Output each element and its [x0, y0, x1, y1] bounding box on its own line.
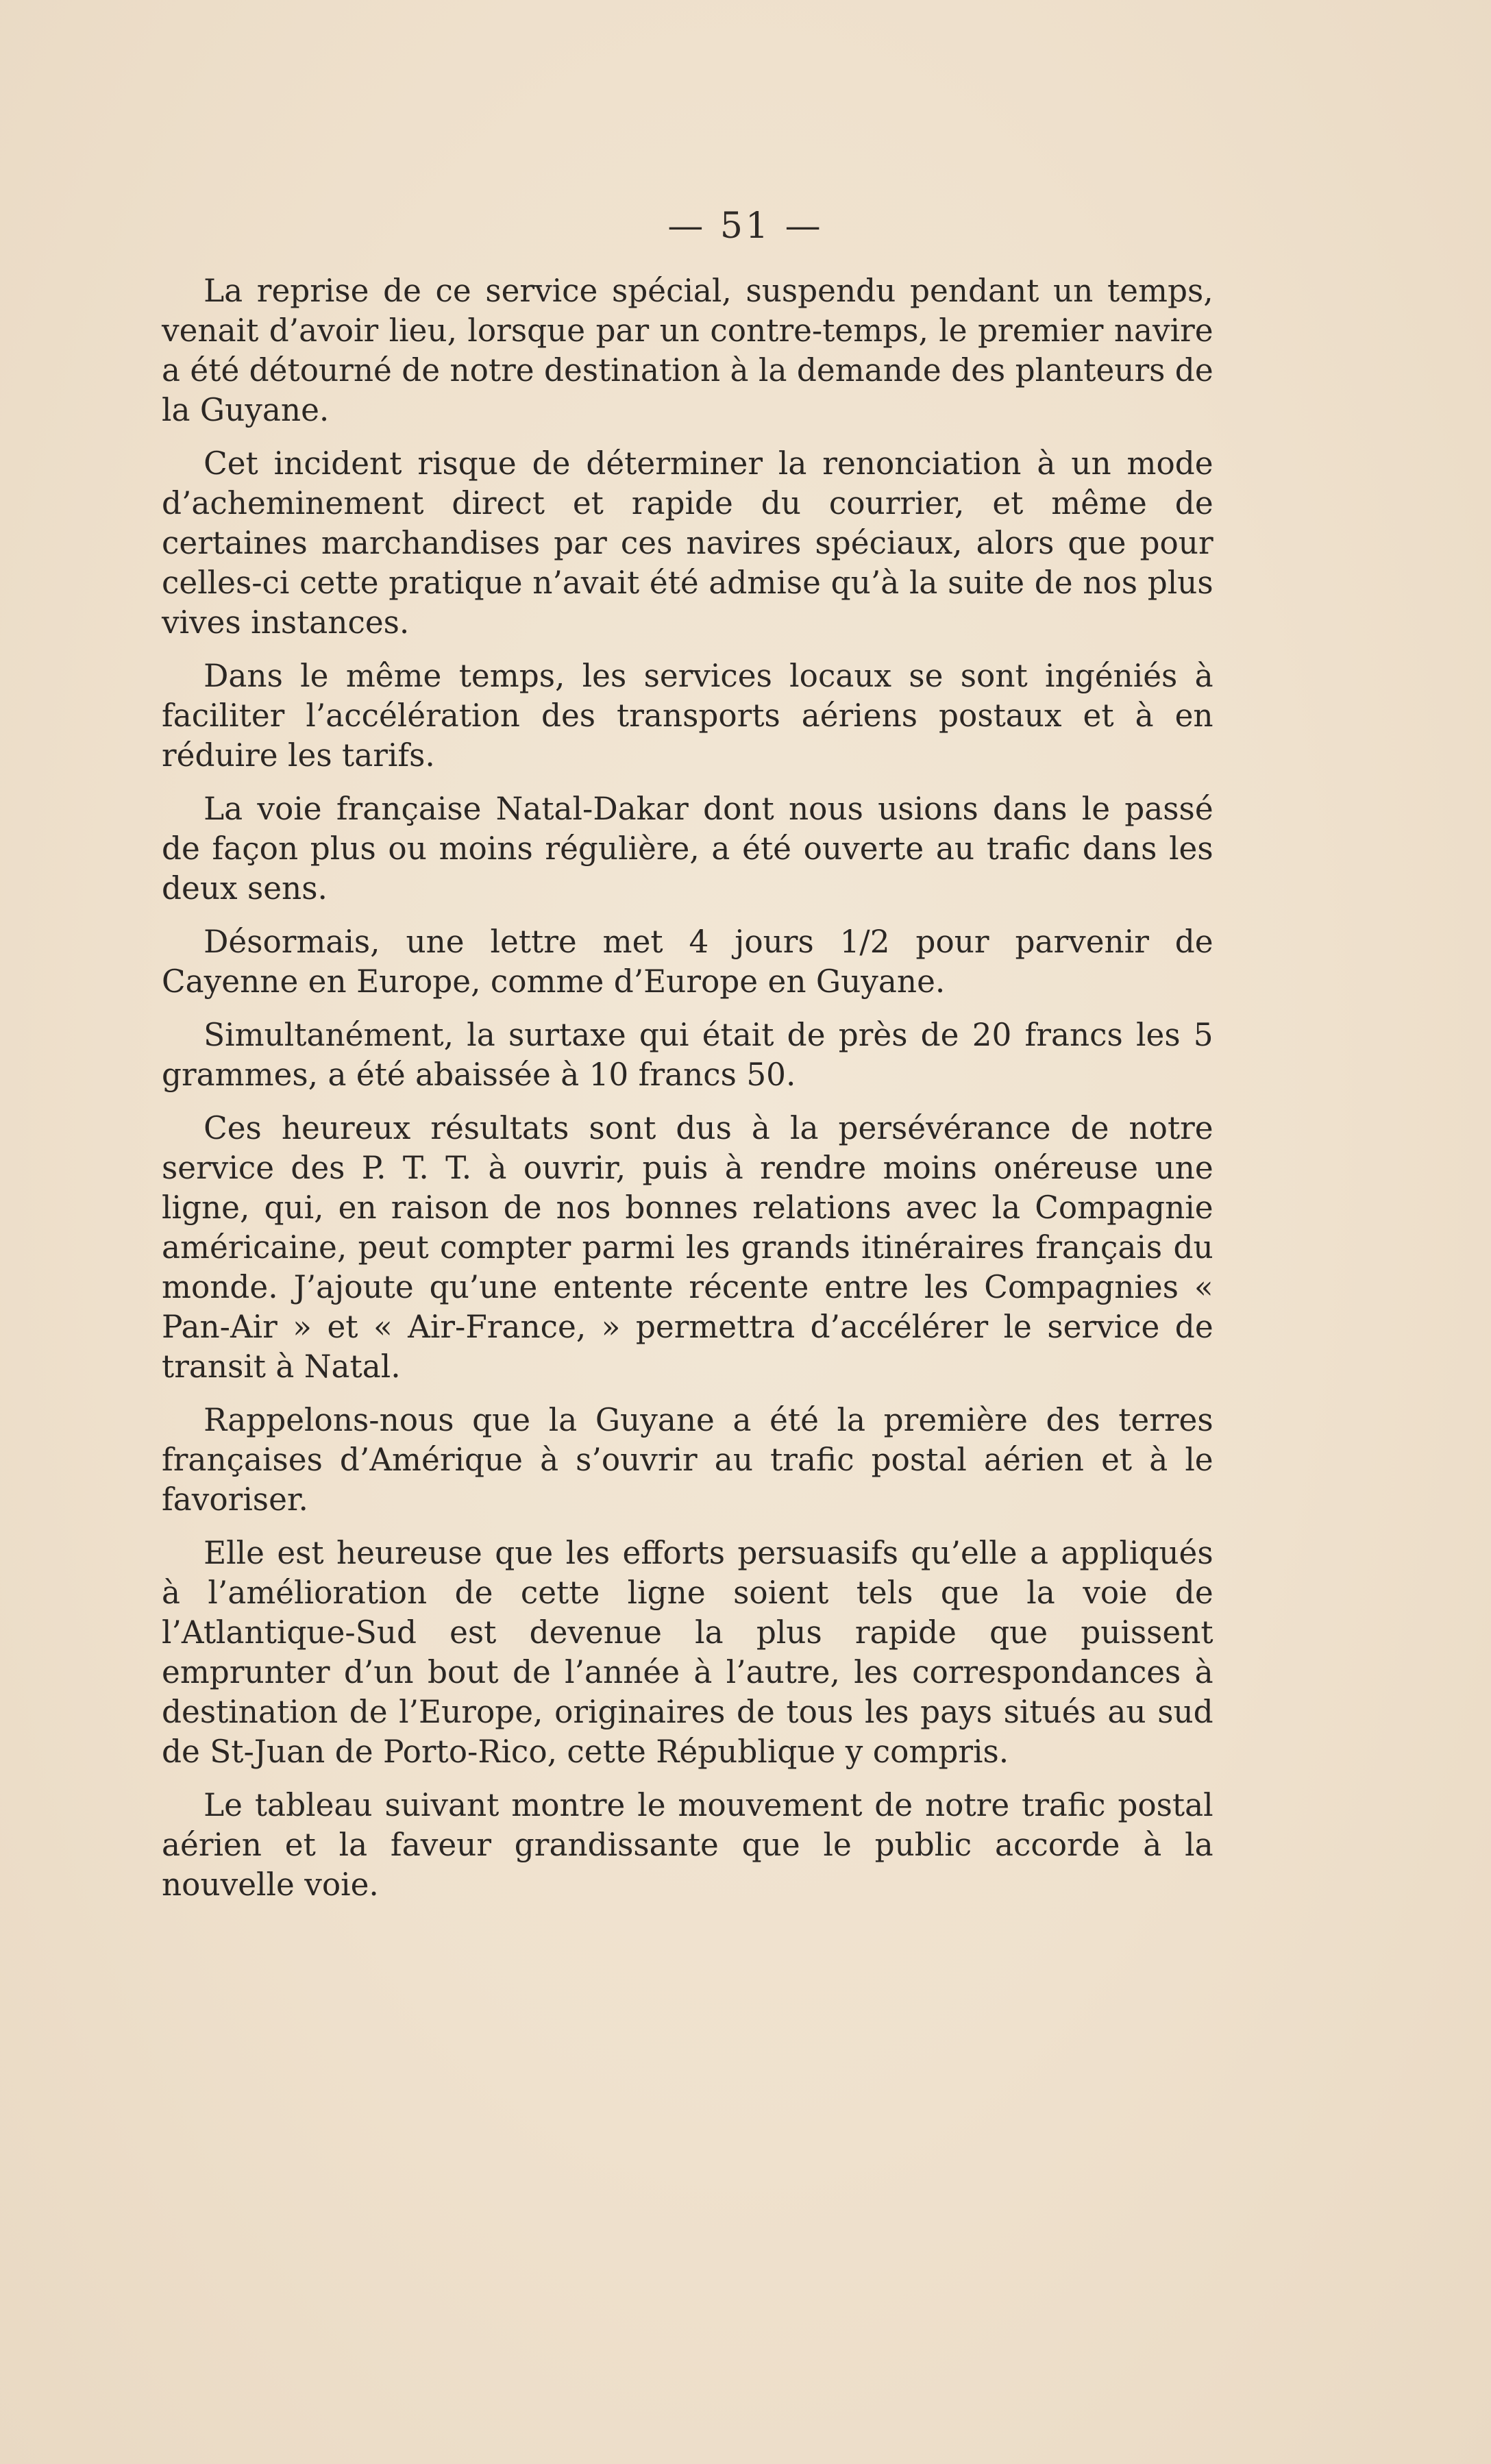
page-number: — 51 —	[667, 206, 824, 247]
paragraph-10: Le tableau suivant montre le mouvement de notre trafic postal aérien et la faveur grandissante que le public accorde à la nouvelle voie.	[162, 1786, 1213, 1903]
body-text	[162, 271, 1229, 1904]
paragraph-6: Simultanément, la surtaxe qui était de près de 20 francs les 5 grammes, a été abaissée à 10 francs 50.	[162, 1016, 1213, 1093]
paragraph-9: Elle est heureuse que les efforts persuasifs qu’elle a appliqués à l’amélioration de cette ligne soient tels que la voie de l’Atlantique-Sud est devenue la plus rapide que puissent emprunter d’un bout de l’année à l’autre, les correspondances à destination de l’Europe, originaires de tous les pays situés au sud de St-Juan de Porto-Rico, cette République y compris.	[162, 1534, 1213, 1770]
paragraph-3: Dans le même temps, les services locaux se sont ingéniés à faciliter l’accélération des transports aériens postaux et à en réduire les tarifs.	[162, 657, 1213, 774]
paragraph-7: Ces heureux résultats sont dus à la persévérance de notre service des P. T. T. à ouvrir, puis à rendre moins onéreuse une ligne, qui, en raison de nos bonnes relations avec la Compagnie américaine, peut compter parmi les grands itinéraires français du monde. J’ajoute qu’une entente récente entre les Compagnies « Pan-Air » et « Air-France, » permettra d’accélérer le service de transit à Natal.	[162, 1109, 1213, 1385]
paragraph-2: Cet incident risque de déterminer la renonciation à un mode d’acheminement direct et rapide du courrier, et même de certaines marchandises par ces navires spéciaux, alors que pour celles-ci cette pratique n’avait été admise qu’à la suite de nos plus vives instances.	[162, 445, 1213, 641]
paragraph-1: La reprise de ce service spécial, suspendu pendant un temps, venait d’avoir lieu, lorsque par un contre-temps, le premier navire a été détourné de notre destination à la demande des planteurs de la Guyane.	[162, 272, 1213, 428]
paragraph-8: Rappelons-nous que la Guyane a été la première des terres françaises d’Amérique à s’ouvrir au trafic postal aérien et à le favoriser.	[162, 1401, 1213, 1518]
paragraph-5: Désormais, une lettre met 4 jours 1/2 pour parvenir de Cayenne en Europe, comme d’Europe en Guyane.	[162, 923, 1213, 1000]
paragraph-4: La voie française Natal-Dakar dont nous usions dans le passé de façon plus ou moins régulière, a été ouverte au trafic dans les deux sens.	[162, 790, 1213, 907]
